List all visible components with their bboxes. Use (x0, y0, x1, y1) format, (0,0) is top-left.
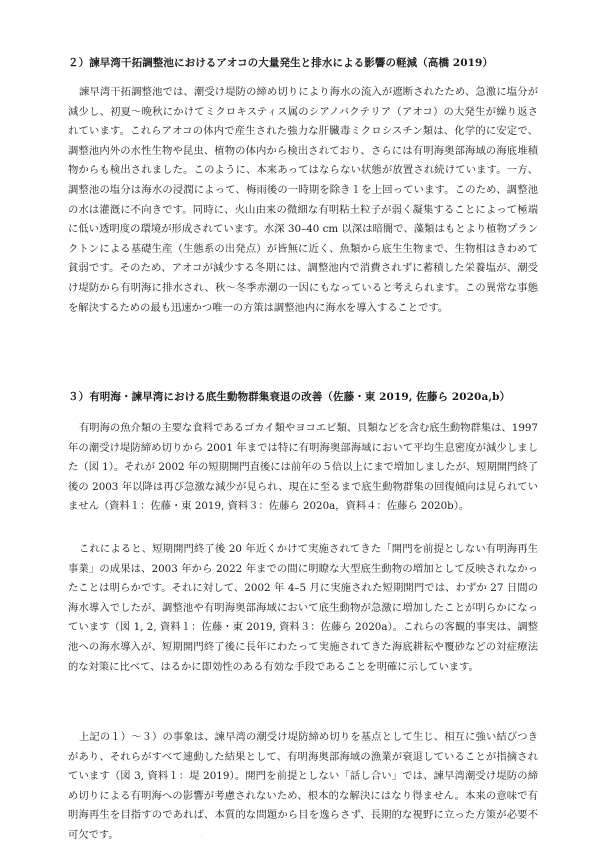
section-3-paragraph-2: これによると、短期開門終了後 20 年近くかけて実施されてきた「開門を前提としない有明海再生事業」の成果は、2003 年から 2022 年までの間に明瞭な大型底生動物の増加として反映されなかったことは明らかです。それに対して、2002 年 4–5 月に実施された短期開門では、わずか 27 日間の海水導入でしたが、調整池や有明海奥部海域において底生動物が急激に増加したことが明らかになっています（図 1, 2, 資料１：佐藤・東 2019, 資料３：佐藤ら 2020a）。これらの客観的事実は、調整池への海水導入が、短期開門終了後に長年にわたって実施されてきた海底耕耘や覆砂などの対症療法的な対策に比べて、はるかに即効性のある有効な手段であることを明確に示しています。 (68, 543, 538, 673)
section-2-paragraph: 諫早湾干拓調整池では、潮受け堤防の締め切りにより海水の流入が遮断されたため、急激に塩分が減少し、初夏〜晩秋にかけてミクロキスティス属のシアノバクテリア（アオコ）の大発生が繰り返されています。これらアオコの体内で産生された強力な肝臓毒ミクロシスチン類は、化学的に安定で、調整池内外の水性生物や昆虫、植物の体内から検出されており、さらには有明海奥部海域の海底堆積物からも検出されました。このように、本来あってはならない状態が放置され続けています。一方、調整池の塩分は海水の浸潤によって、梅雨後の一時期を除き１を上回っています。このため、調整池の水は灌漑に不向きです。同時に、火山由来の微細な有明粘土粒子が弱く凝集することによって極端に低い透明度の環境が形成されています。水深 30–40 cm 以深は暗闇で、藻類はもとより植物プランクトンによる基礎生産（生態系の出発点）が皆無に近く、魚類から底生生物まで、生物相はきわめて貧弱です。そのため、アオコが減少する冬期には、調整池内で消費されずに蓄積した栄養塩が、潮受け堤防から有明海に排水され、秋〜冬季赤潮の一因にもなっていると考えられます。この異常な事態を解決するための最も迅速かつ唯一の方策は調整池内に海水を導入することです。 (68, 86, 538, 314)
section-2-heading: ２）諫早湾干拓調整池におけるアオコの大量発生と排水による影響の軽減（高橋 2019） (68, 57, 494, 69)
section-3-paragraph-1: 有明海の魚介類の主要な食料であるゴカイ類やヨコエビ類、貝類などを含む底生動物群集は、1997 年の潮受け堤防締め切りから 2001 年までは特に有明海奥部海域において平均生息密度が減少しました（図 1）。それが 2002 年の短期開門直後には前年の５倍以上にまで増加しましたが、短期開門終了後の 2003 年以降は再び急激な減少が見られ、現在に至るまで底生動物群集の回復傾向は見られていません（資料１：佐藤・東 2019, 資料３：佐藤ら 2020a，資料４：佐藤ら 2020b）。 (68, 422, 538, 513)
scan-mark: · (200, 833, 202, 840)
section-3-heading: ３）有明海・諫早湾における底生動物群集衰退の改善（佐藤・東 2019, 佐藤ら 2020a,b） (68, 391, 511, 403)
summary-paragraph: 上記の１）〜３）の事象は、諫早湾の潮受け堤防締め切りを基点として生じ、相互に強い結びつきがあり、それらがすべて連動した結果として、有明海奥部海域の漁業が衰退していることが指摘されています（図 3, 資料１：堤 2019）。開門を前提としない「話し合い」では、諫早湾潮受け堤防の締め切りによる有明海への影響が考慮されないため、根本的な解決にはなり得ません。本来の意味で有明海再生を目指すのであれば、本質的な問題から目を逸らさず、長期的な視野に立った方策が必要不可欠です。 (68, 731, 538, 841)
